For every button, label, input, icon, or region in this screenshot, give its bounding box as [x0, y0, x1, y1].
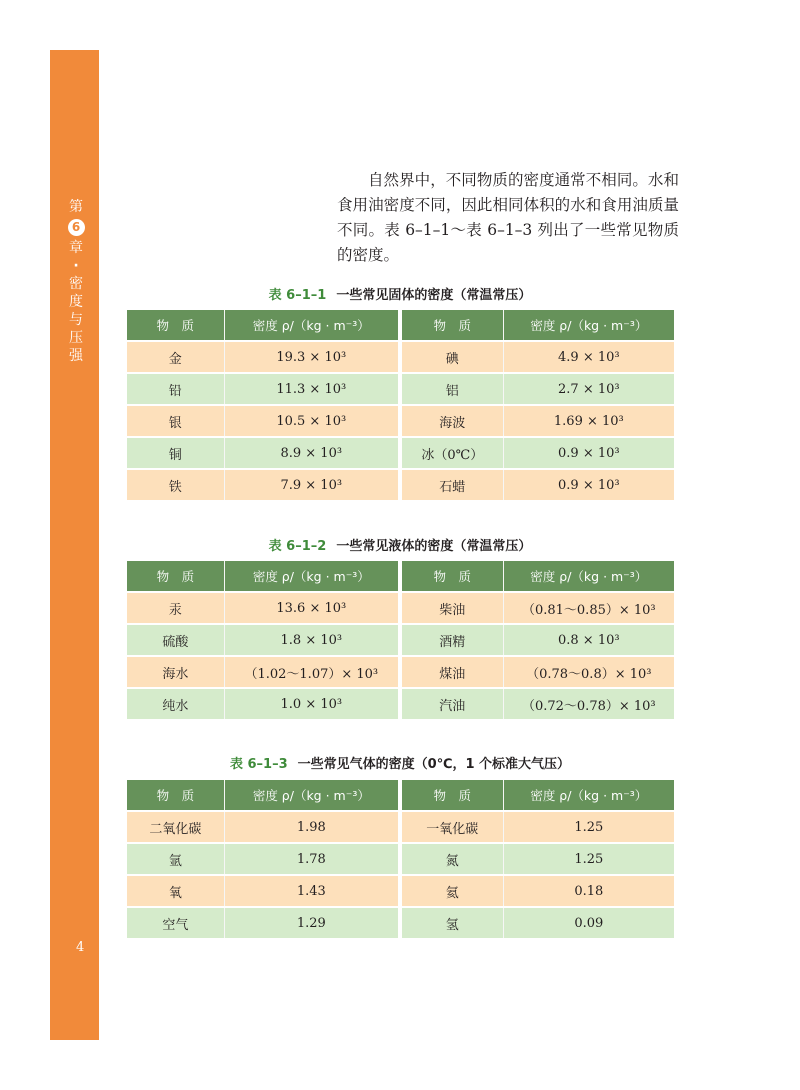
density-cell: 1.98 [224, 811, 400, 843]
page-number: 4 [76, 940, 85, 955]
chapter-title-char: 密 [69, 276, 83, 292]
density-cell: 19.3 × 10³ [224, 341, 400, 373]
chapter-title-char: 强 [69, 348, 83, 364]
density-cell: 1.0 × 10³ [224, 688, 400, 719]
density-cell: 0.09 [503, 907, 674, 938]
substance-cell: 酒精 [400, 624, 503, 656]
header-substance: 物 质 [127, 310, 224, 341]
header-substance: 物 质 [127, 780, 224, 811]
liquids-density-table [127, 561, 674, 719]
density-cell: （0.81～0.85）× 10³ [503, 592, 674, 624]
substance-cell: 氮 [400, 843, 503, 875]
substance-cell: 海波 [400, 405, 503, 437]
table-title: 一些常见固体的密度（常温常压） [336, 288, 532, 303]
substance-cell: 铅 [127, 373, 224, 405]
table-row [127, 405, 674, 437]
density-cell: 7.9 × 10³ [224, 469, 400, 500]
table-number: 表 6–1–2 [268, 539, 327, 554]
substance-cell: 海水 [127, 656, 224, 688]
substance-cell: 冰（0℃） [400, 437, 503, 469]
table-title: 一些常见液体的密度（常温常压） [336, 539, 532, 554]
table-caption [0, 753, 800, 772]
table-row [127, 341, 674, 373]
density-cell: 1.25 [503, 843, 674, 875]
solids-density-table [127, 310, 674, 500]
table-number: 表 6–1–1 [268, 288, 327, 303]
header-density: 密度 ρ/（kg · m⁻³） [224, 780, 400, 811]
table-title: 一些常见气体的密度（0℃，1 个标准大气压） [297, 757, 571, 772]
header-substance: 物 质 [127, 561, 224, 592]
density-cell: 1.25 [503, 811, 674, 843]
chapter-suffix: 章 [69, 240, 83, 256]
header-substance: 物 质 [400, 780, 503, 811]
table-caption [0, 535, 800, 554]
density-cell: 1.43 [224, 875, 400, 907]
substance-cell: 铜 [127, 437, 224, 469]
chapter-separator: · [73, 258, 79, 274]
intro-paragraph: 自然界中，不同物质的密度通常不相同。水和食用油密度不同，因此相同体积的水和食用油质量不同。表 6–1–1～表 6–1–3 列出了一些常见物质的密度。 [337, 170, 679, 264]
gases-density-table [127, 780, 674, 938]
density-cell: 8.9 × 10³ [224, 437, 400, 469]
table-row [127, 437, 674, 469]
table-row [127, 811, 674, 843]
table-row [127, 656, 674, 688]
density-cell: 4.9 × 10³ [503, 341, 674, 373]
substance-cell: 汽油 [400, 688, 503, 719]
density-cell: （1.02～1.07）× 10³ [224, 656, 400, 688]
substance-cell: 石蜡 [400, 469, 503, 500]
density-cell: 1.29 [224, 907, 400, 938]
table-header-row [127, 780, 674, 811]
header-density: 密度 ρ/（kg · m⁻³） [503, 310, 674, 341]
substance-cell: 硫酸 [127, 624, 224, 656]
header-substance: 物 质 [400, 310, 503, 341]
substance-cell: 二氧化碳 [127, 811, 224, 843]
chapter-title-char: 压 [69, 330, 83, 346]
substance-cell: 一氧化碳 [400, 811, 503, 843]
density-cell: 11.3 × 10³ [224, 373, 400, 405]
table-row [127, 843, 674, 875]
table-row [127, 688, 674, 719]
substance-cell: 纯水 [127, 688, 224, 719]
density-cell: （0.78～0.8）× 10³ [503, 656, 674, 688]
density-cell: 13.6 × 10³ [224, 592, 400, 624]
table-row [127, 373, 674, 405]
substance-cell: 煤油 [400, 656, 503, 688]
header-density: 密度 ρ/（kg · m⁻³） [224, 310, 400, 341]
density-cell: 1.8 × 10³ [224, 624, 400, 656]
density-cell: （0.72～0.78）× 10³ [503, 688, 674, 719]
substance-cell: 银 [127, 405, 224, 437]
table-header-row [127, 561, 674, 592]
table-row [127, 907, 674, 938]
density-cell: 0.9 × 10³ [503, 437, 674, 469]
header-density: 密度 ρ/（kg · m⁻³） [503, 561, 674, 592]
chapter-title-char: 度 [69, 294, 83, 310]
substance-cell: 氢 [400, 907, 503, 938]
table-row [127, 592, 674, 624]
table-number: 表 6–1–3 [229, 757, 288, 772]
density-cell: 1.78 [224, 843, 400, 875]
substance-cell: 氧 [127, 875, 224, 907]
chapter-prefix: 第 [69, 199, 83, 215]
chapter-title-char: 与 [69, 312, 83, 328]
substance-cell: 氦 [400, 875, 503, 907]
density-cell: 2.7 × 10³ [503, 373, 674, 405]
substance-cell: 碘 [400, 341, 503, 373]
table-header-row [127, 310, 674, 341]
table-row [127, 875, 674, 907]
density-cell: 10.5 × 10³ [224, 405, 400, 437]
density-cell: 0.8 × 10³ [503, 624, 674, 656]
substance-cell: 柴油 [400, 592, 503, 624]
density-cell: 0.9 × 10³ [503, 469, 674, 500]
substance-cell: 空气 [127, 907, 224, 938]
header-density: 密度 ρ/（kg · m⁻³） [224, 561, 400, 592]
substance-cell: 铁 [127, 469, 224, 500]
table-caption [0, 284, 800, 303]
substance-cell: 汞 [127, 592, 224, 624]
header-substance: 物 质 [400, 561, 503, 592]
table-row [127, 624, 674, 656]
substance-cell: 氩 [127, 843, 224, 875]
chapter-number-badge: 6 [68, 219, 85, 236]
table-row [127, 469, 674, 500]
density-cell: 0.18 [503, 875, 674, 907]
substance-cell: 铝 [400, 373, 503, 405]
header-density: 密度 ρ/（kg · m⁻³） [503, 780, 674, 811]
density-cell: 1.69 × 10³ [503, 405, 674, 437]
substance-cell: 金 [127, 341, 224, 373]
chapter-label [66, 198, 86, 365]
